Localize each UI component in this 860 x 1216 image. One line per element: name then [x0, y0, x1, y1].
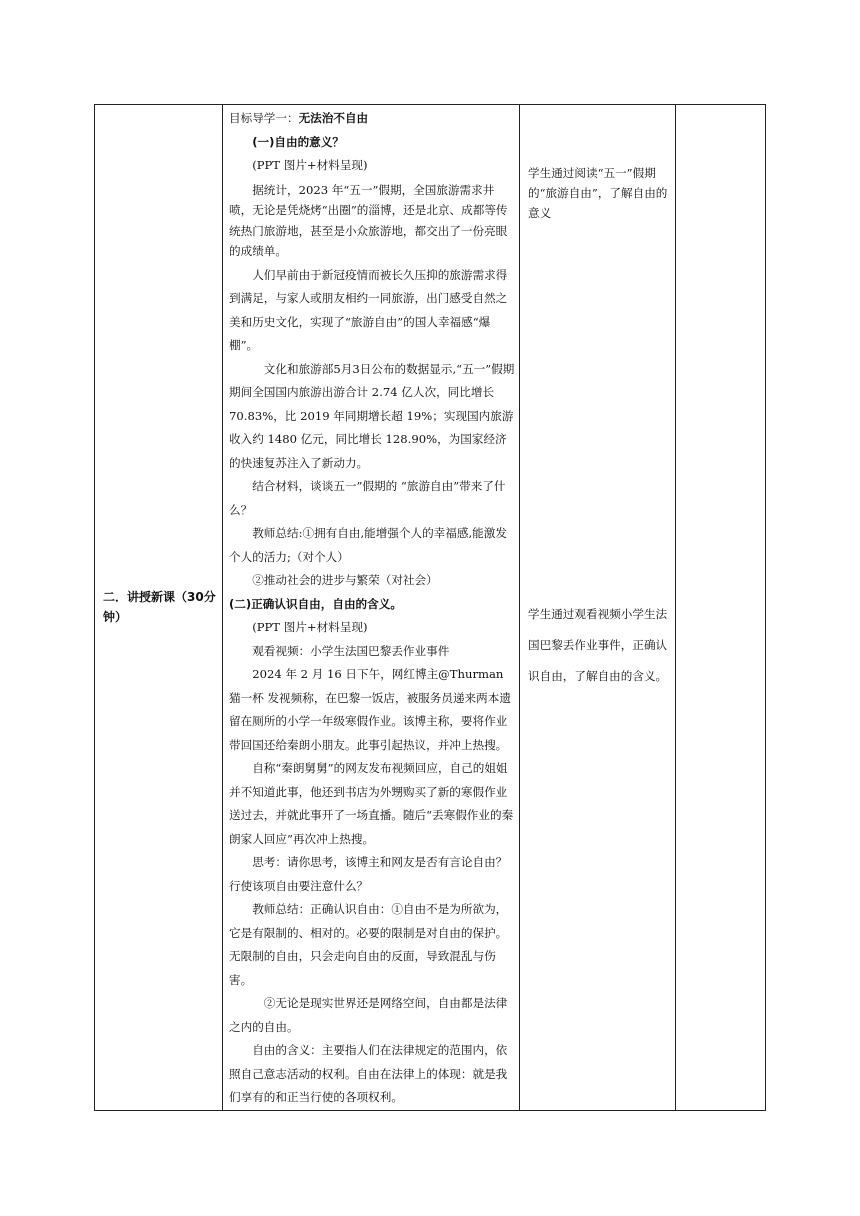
stage-cell — [95, 105, 223, 1111]
paragraph-8: 2024 年 2 月 16 日下午，网红博主@Thurman 猫一杯 发视频称，在巴黎一饭店，被服务员递来两本遗留在厕所的小学一年级寒假作业。该博主称，要将作业带回国还给秦朗小朋友。此事引起热议，并冲上热搜。 — [229, 667, 511, 752]
paragraph-3: 文化和旅游部5月3日公布的数据显示,“五一”假期期间全国国内旅游出游合计 2.74 亿人次，同比增长 70.83%，比 2019 年同期增长超 19%；实现国内旅游收入约 1480 亿元，同比增长 128.90%，为国家经济的快速复苏注入了新动力。 — [229, 361, 515, 470]
lesson-plan-table — [94, 104, 766, 1111]
paragraph-2: 人们早前由于新冠疫情而被长久压抑的旅游需求得到满足，与家人或朋友相约一同旅游，出门感受自然之美和历史文化，实现了“旅游自由”的国人幸福感“爆棚”。 — [229, 267, 508, 352]
paragraph-7: 观看视频：小学生法国巴黎丢作业事件 — [252, 643, 450, 658]
goal-title: 无法治不自由 — [298, 111, 369, 125]
paragraph-13: 自由的含义：主要指人们在法律规定的范围内，依照自己意志活动的权利。自由在法律上的体现：就是我们享有的和正当行使的各项权利。 — [229, 1043, 508, 1104]
paragraph-10: 思考：请你思考，该博主和网友是否有言论自由？行使该项自由要注意什么？ — [229, 855, 508, 893]
remarks-cell — [676, 105, 766, 1111]
paragraph-12: ②无论是现实世界还是网络空间，自由都是法律之内的自由。 — [229, 996, 508, 1034]
paragraph-1: 据统计，2023 年“五一”假期，全国旅游需求井喷，无论是凭烧烤“出圈”的淄博，还是北京、成都等传统热门旅游地，甚至是小众旅游地，都交出了一份亮眼的成绩单。 — [229, 182, 508, 258]
section2-ppt-note: (PPT 图片+材料呈现) — [252, 620, 368, 634]
paragraph-4: 结合材料，谈谈五一”假期的 “旅游自由”带来了什么？ — [229, 479, 506, 517]
section2-heading: (二)正确认识自由，自由的含义。 — [229, 596, 402, 611]
stage-label: 二．讲授新课（30分钟） — [103, 590, 216, 625]
teacher-activity-cell — [223, 105, 520, 1111]
table-row — [95, 105, 766, 1111]
goal-prefix: 目标导学一： — [229, 111, 299, 125]
section1-ppt-note: (PPT 图片+材料呈现) — [252, 158, 368, 172]
paragraph-5: 教师总结:①拥有自由,能增强个人的幸福感,能激发个人的活力;（对个人） — [229, 526, 507, 564]
goal-line — [229, 107, 515, 131]
paragraph-6: ②推动社会的进步与繁荣（对社会） — [252, 573, 438, 587]
paragraph-9: 自称“秦朗舅舅”的网友发布视频回应，自己的姐姐并不知道此事，他还到书店为外甥购买了新的寒假作业送过去，并就此事开了一场直播。随后“丢寒假作业的秦朗家人回应”再次冲上热搜。 — [229, 761, 514, 846]
student-activity-cell — [520, 105, 676, 1111]
section1-heading: (一)自由的意义？ — [252, 134, 344, 149]
student-note-2: 学生通过观看视频小学生法国巴黎丢作业事件，正确认识自由，了解自由的含义。 — [528, 607, 668, 683]
paragraph-11: 教师总结：正确认识自由：①自由不是为所欲为，它是有限制的、相对的。必要的限制是对自由的保护。无限制的自由，只会走向自由的反面，导致混乱与伤害。 — [229, 902, 508, 987]
student-note-1: 学生通过阅读“五一”假期的“旅游自由”，了解自由的意义 — [528, 166, 668, 220]
